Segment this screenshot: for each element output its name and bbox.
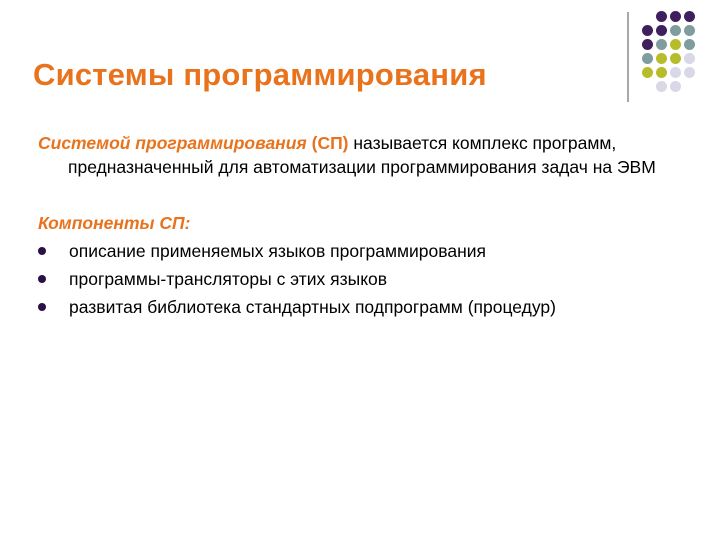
decorative-dot — [670, 11, 681, 22]
list-item — [38, 295, 658, 319]
decorative-dot — [670, 53, 681, 64]
decorative-dot — [642, 25, 653, 36]
decorative-dot — [656, 39, 667, 50]
definition-term: Системой программирования — [38, 133, 307, 153]
decorative-divider-line — [627, 12, 629, 102]
bullet-dot-icon — [38, 275, 46, 283]
decorative-dot — [684, 39, 695, 50]
components-list — [38, 239, 658, 319]
slide-body — [38, 131, 658, 323]
decorative-dot — [670, 25, 681, 36]
decorative-dot — [656, 67, 667, 78]
decorative-dot — [642, 53, 653, 64]
list-item — [38, 239, 658, 263]
decorative-dot — [656, 11, 667, 22]
bullet-dot-icon — [38, 247, 46, 255]
decorative-dot — [670, 67, 681, 78]
decorative-dot — [684, 53, 695, 64]
decorative-dot — [642, 67, 653, 78]
decorative-dot — [684, 25, 695, 36]
spacer — [38, 179, 658, 211]
decorative-dot — [642, 39, 653, 50]
decorative-dot — [656, 53, 667, 64]
list-item-text: программы-трансляторы с этих языков — [69, 269, 388, 289]
slide-title: Системы программирования — [33, 57, 487, 92]
list-item-text: развитая библиотека стандартных подпрограмм (процедур) — [69, 297, 556, 317]
definition-abbreviation: (СП) — [311, 133, 349, 153]
list-item-text: описание применяемых языков программирования — [69, 241, 487, 261]
list-item — [38, 267, 658, 291]
bullet-dot-icon — [38, 303, 46, 311]
decorative-dot — [670, 39, 681, 50]
decorative-dot — [670, 81, 681, 92]
definition-paragraph — [38, 131, 658, 179]
decorative-dot — [684, 11, 695, 22]
definition-text: называется комплекс программ, предназначенный для автоматизации программирования задач на ЭВМ — [68, 133, 656, 177]
components-heading: Компоненты СП: — [38, 213, 191, 233]
decorative-dot — [684, 67, 695, 78]
decorative-dot — [656, 81, 667, 92]
decorative-dot — [656, 25, 667, 36]
